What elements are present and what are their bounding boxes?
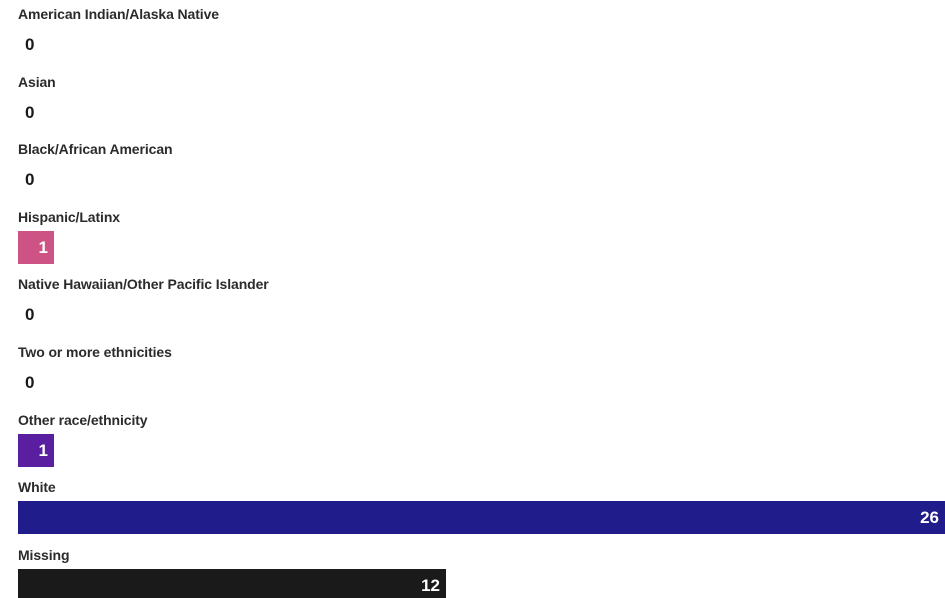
data-label: 26 bbox=[920, 508, 939, 528]
category-label: Native Hawaiian/Other Pacific Islander bbox=[18, 276, 269, 293]
bar-row bbox=[18, 5, 945, 65]
bar-row bbox=[18, 140, 945, 200]
data-label: 1 bbox=[38, 440, 48, 460]
category-label: Other race/ethnicity bbox=[18, 411, 148, 428]
category-label: Missing bbox=[18, 546, 70, 563]
data-label: 0 bbox=[25, 305, 35, 325]
bar-row bbox=[18, 411, 945, 471]
bar-row bbox=[18, 73, 945, 133]
bar-row bbox=[18, 343, 945, 403]
category-label: White bbox=[18, 479, 56, 496]
bar-row bbox=[18, 275, 945, 335]
data-label: 0 bbox=[25, 373, 35, 392]
data-label: 0 bbox=[25, 170, 35, 190]
category-label: Hispanic/Latinx bbox=[18, 208, 120, 225]
data-label: 1 bbox=[38, 237, 48, 257]
data-label: 12 bbox=[421, 575, 440, 595]
data-label: 0 bbox=[25, 35, 35, 54]
category-label: American Indian/Alaska Native bbox=[18, 6, 219, 22]
data-label: 0 bbox=[25, 102, 35, 122]
category-label: Black/African American bbox=[18, 141, 173, 158]
category-label: Asian bbox=[18, 73, 56, 90]
bar-row bbox=[18, 546, 945, 598]
bar-row bbox=[18, 478, 945, 538]
bar-row bbox=[18, 208, 945, 268]
category-label: Two or more ethnicities bbox=[18, 344, 172, 360]
